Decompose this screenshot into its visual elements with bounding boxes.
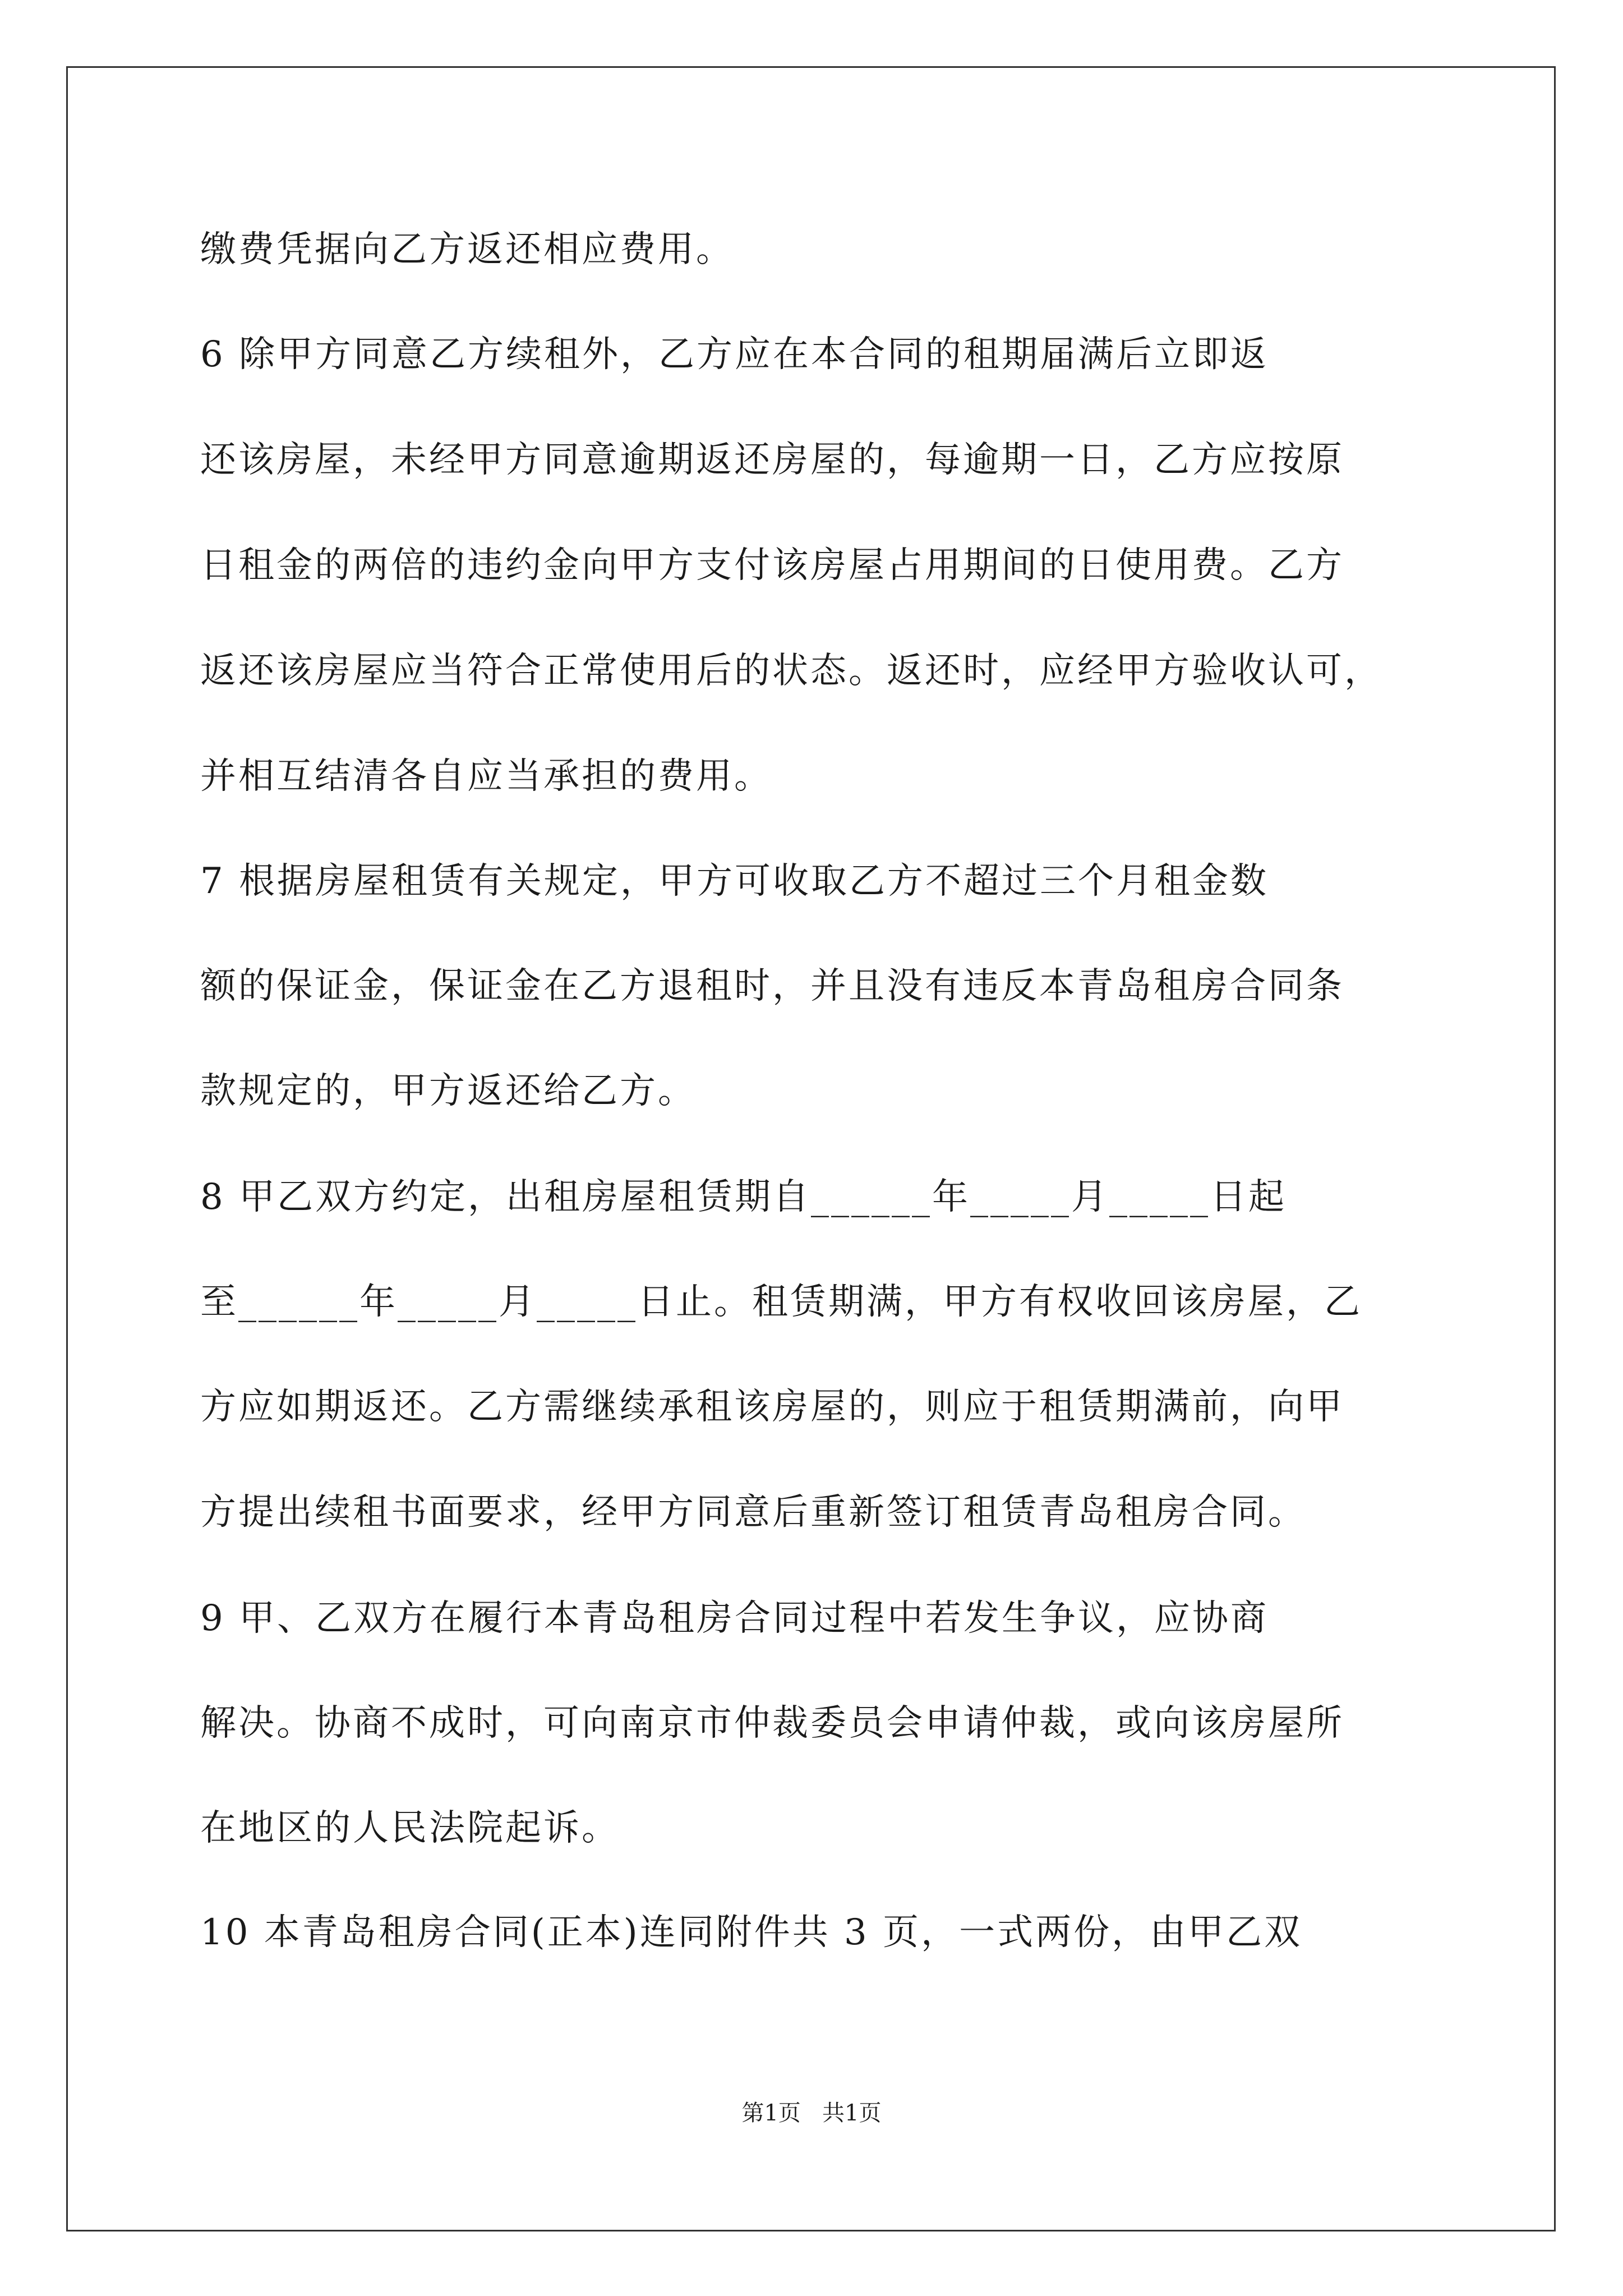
text-line: 10 本青岛租房合同(正本)连同附件共 3 页，一式两份，由甲乙双 (200, 1912, 1303, 1953)
page-footer: 第1页 共1页 (741, 2100, 882, 2126)
text-line: 解决。协商不成时，可向南京市仲裁委员会申请仲裁，或向该房屋所 (200, 1703, 1344, 1744)
text-line: 6 除甲方同意乙方续租外，乙方应在本合同的租期届满后立即返 (200, 334, 1269, 375)
text-line: 并相互结清各自应当承担的费用。 (200, 756, 772, 797)
text-line: 8 甲乙双方约定，出租房屋租赁期自______年_____月_____日起 (200, 1176, 1287, 1218)
text-line: 在地区的人民法院起诉。 (200, 1807, 620, 1849)
text-line: 日租金的两倍的违约金向甲方支付该房屋占用期间的日使用费。乙方 (200, 545, 1344, 586)
text-line: 额的保证金，保证金在乙方退租时，并且没有违反本青岛租房合同条 (200, 965, 1344, 1007)
text-line: 返还该房屋应当符合正常使用后的状态。返还时，应经甲方验收认可， (200, 650, 1382, 692)
text-line: 缴费凭据向乙方返还相应费用。 (200, 229, 734, 270)
text-line: 7 根据房屋租赁有关规定，甲方可收取乙方不超过三个月租金数 (200, 861, 1269, 902)
text-line: 还该房屋，未经甲方同意逾期返还房屋的，每逾期一日，乙方应按原 (200, 439, 1344, 481)
text-line: 方提出续租书面要求，经甲方同意后重新签订租赁青岛租房合同。 (200, 1492, 1306, 1533)
text-line: 方应如期返还。乙方需继续承租该房屋的，则应于租赁期满前，向甲 (200, 1386, 1344, 1428)
text-line: 9 甲、乙双方在履行本青岛租房合同过程中若发生争议，应协商 (200, 1598, 1269, 1639)
text-line: 至______年_____月_____日止。租赁期满，甲方有权收回该房屋，乙 (200, 1281, 1362, 1323)
text-line: 款规定的，甲方返还给乙方。 (200, 1070, 696, 1112)
